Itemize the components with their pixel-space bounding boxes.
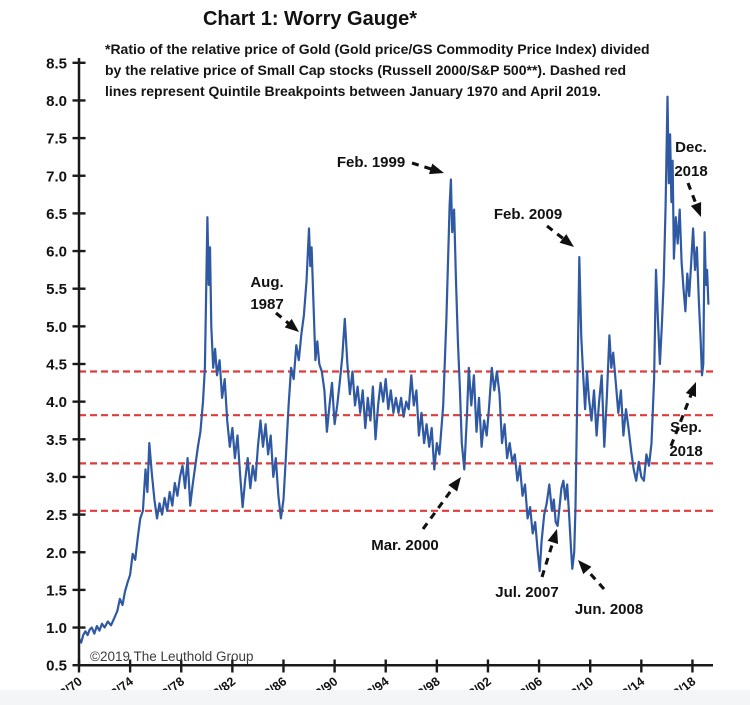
worry-gauge-line [79, 97, 708, 643]
y-tick-label: 1.5 [46, 582, 67, 600]
chart-title: Chart 1: Worry Gauge* [202, 8, 418, 30]
copyright-text: ©2019 The Leuthold Group [90, 649, 254, 664]
y-tick-label: 4.0 [46, 394, 67, 412]
bottom-margin-band [0, 690, 750, 705]
y-tick-label: 5.5 [46, 281, 67, 299]
y-tick-label: 8.0 [46, 92, 67, 110]
chart-subtitle-line-1: *Ratio of the relative price of Gold (Gold price/GS Commodity Price Index) divided [105, 41, 650, 57]
y-tick-label: 7.5 [46, 130, 67, 148]
annotation-arrowhead-jul-2007 [548, 529, 558, 544]
annotation-label-sep-2018: 2018 [669, 443, 703, 460]
chart-subtitle-line-3: lines represent Quintile Breakpoints between January 1970 and April 2019. [105, 83, 601, 99]
annotation-arrowhead-feb-1999 [429, 164, 444, 174]
annotation-arrowhead-jun-2008 [578, 560, 591, 574]
annotation-label-jun-2008: Jun. 2008 [574, 601, 644, 618]
annotation-label-sep-2018: Sep. [670, 419, 702, 436]
y-tick-label: 6.5 [46, 205, 67, 223]
annotation-label-jul-2007: Jul. 2007 [495, 584, 559, 601]
annotation-label-aug-1987: Aug. [250, 274, 284, 291]
annotation-arrowhead-dec-2018 [691, 202, 701, 217]
y-tick-label: 2.5 [46, 507, 67, 525]
annotation-label-aug-1987: 1987 [250, 296, 284, 313]
y-tick-label: 3.0 [46, 469, 67, 487]
y-tick-label: 4.5 [46, 356, 67, 374]
y-tick-label: 5.0 [46, 318, 67, 336]
y-tick-label: 1.0 [46, 620, 67, 638]
annotation-label-mar-2000: Mar. 2000 [371, 537, 439, 554]
annotation-arrowhead-mar-2000 [448, 477, 461, 492]
annotation-arrow-mar-2000 [423, 484, 456, 529]
chart-subtitle-line-2: by the relative price of Small Cap stocks (Russell 2000/S&P 500**). Dashed red [105, 62, 627, 78]
y-tick-label: 2.0 [46, 544, 67, 562]
annotation-label-feb-1999: Feb. 1999 [336, 154, 406, 171]
y-tick-label: 0.5 [46, 657, 67, 675]
y-tick-label: 3.5 [46, 431, 67, 449]
annotation-label-feb-2009: Feb. 2009 [493, 206, 563, 223]
annotation-arrowhead-sep-2018 [686, 382, 696, 397]
y-tick-label: 7.0 [46, 168, 67, 186]
y-tick-label: 6.0 [46, 243, 67, 261]
y-tick-label: 8.5 [46, 55, 67, 73]
annotation-label-dec-2018: 2018 [674, 163, 708, 180]
annotation-arrow-jul-2007 [542, 538, 554, 577]
annotation-label-dec-2018: Dec. [675, 139, 707, 156]
